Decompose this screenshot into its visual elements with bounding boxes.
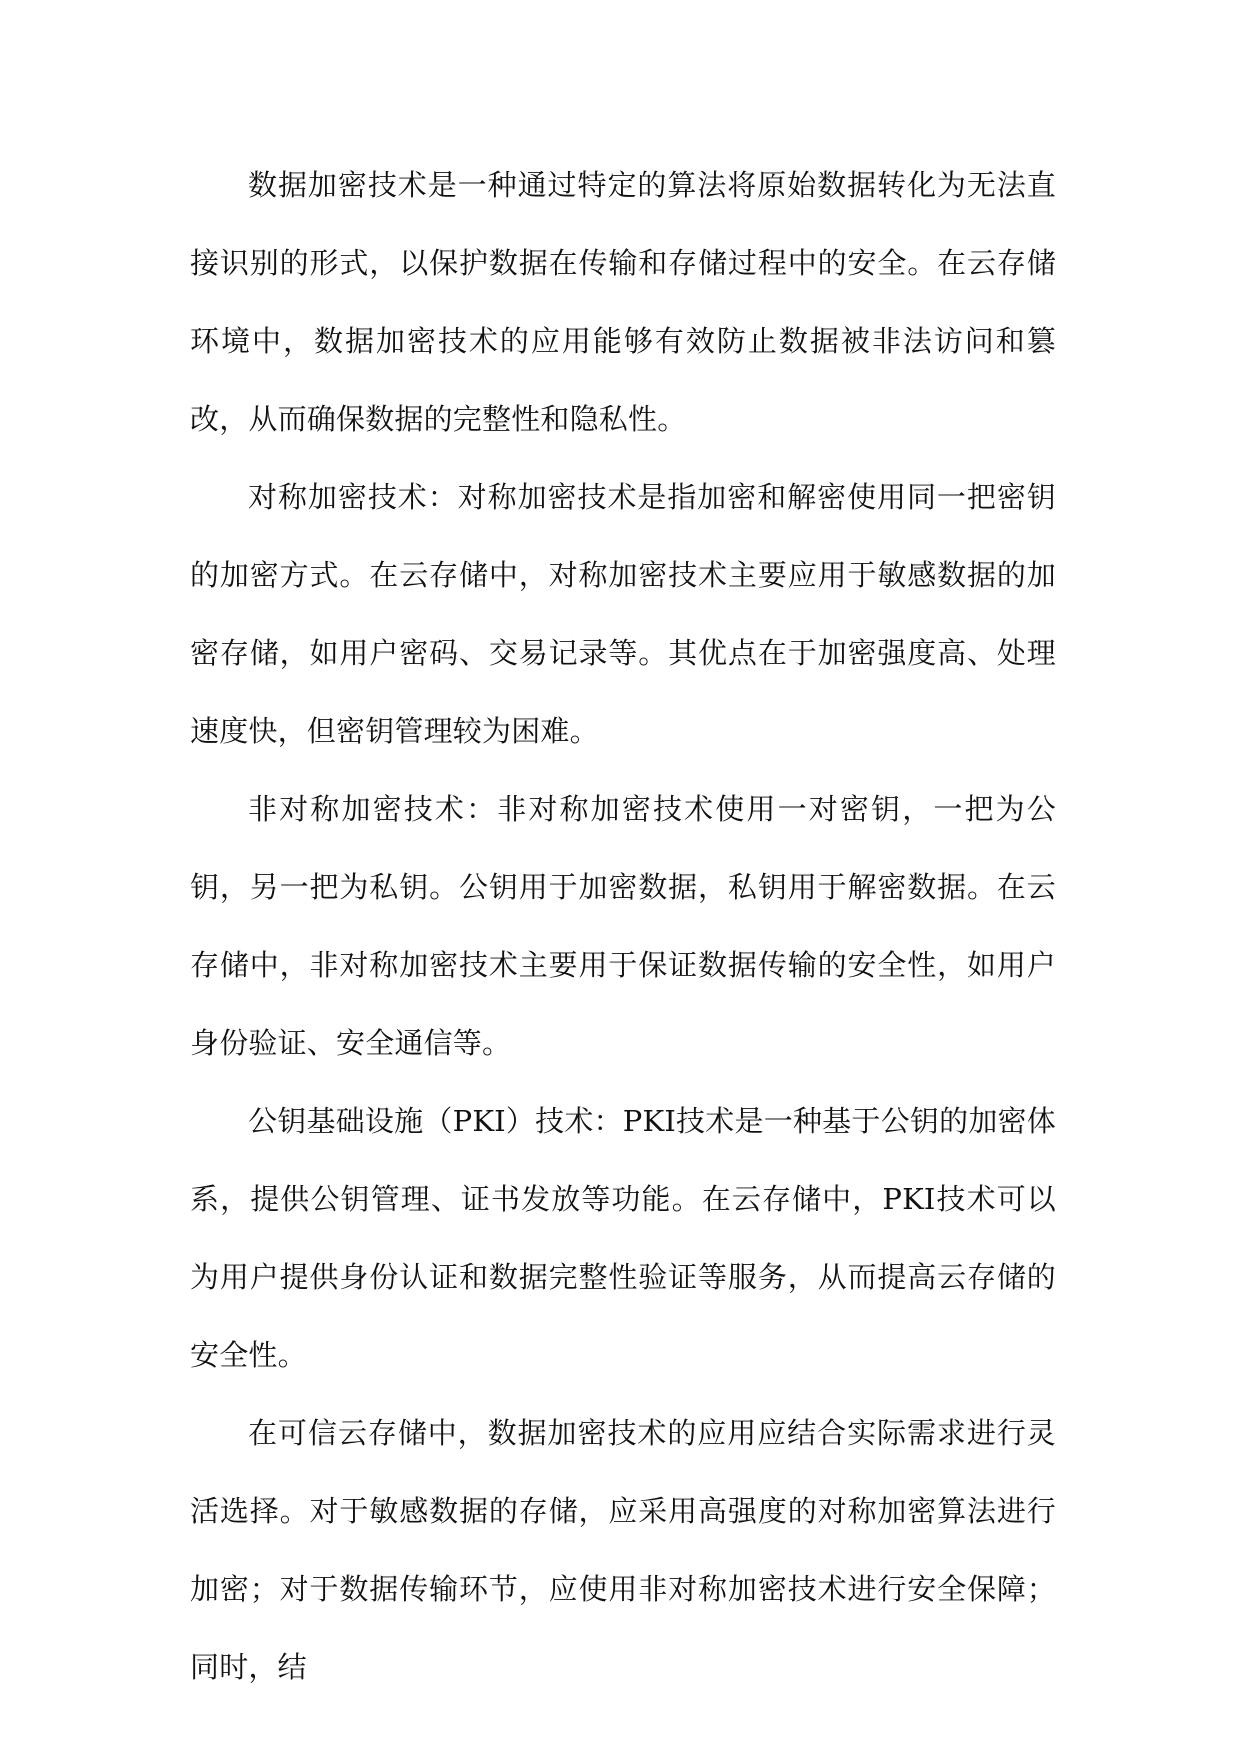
paragraph-application-choice: 在可信云存储中，数据加密技术的应用应结合实际需求进行灵活选择。对于敏感数据的存储，应采用高强度的对称加密算法进行加密；对于数据传输环节，应使用非对称加密技术进行安全保障；同时，结 [190, 1416, 1056, 1684]
document-page [190, 146, 1056, 1706]
paragraph-data-encryption-intro: 数据加密技术是一种通过特定的算法将原始数据转化为无法直接识别的形式，以保护数据在传输和存储过程中的安全。在云存储环境中，数据加密技术的应用能够有效防止数据被非法访问和篡改，从而确保数据的完整性和隐私性。 [190, 168, 1056, 436]
paragraph-symmetric-encryption: 对称加密技术：对称加密技术是指加密和解密使用同一把密钥的加密方式。在云存储中，对称加密技术主要应用于敏感数据的加密存储，如用户密码、交易记录等。其优点在于加密强度高、处理速度快，但密钥管理较为困难。 [190, 480, 1056, 748]
paragraph-pki: 公钥基础设施（PKI）技术：PKI技术是一种基于公钥的加密体系，提供公钥管理、证书发放等功能。在云存储中，PKI技术可以为用户提供身份认证和数据完整性验证等服务，从而提高云存储的安全性。 [190, 1104, 1056, 1372]
paragraph-asymmetric-encryption: 非对称加密技术：非对称加密技术使用一对密钥，一把为公钥，另一把为私钥。公钥用于加密数据，私钥用于解密数据。在云存储中，非对称加密技术主要用于保证数据传输的安全性，如用户身份验证、安全通信等。 [190, 792, 1056, 1060]
